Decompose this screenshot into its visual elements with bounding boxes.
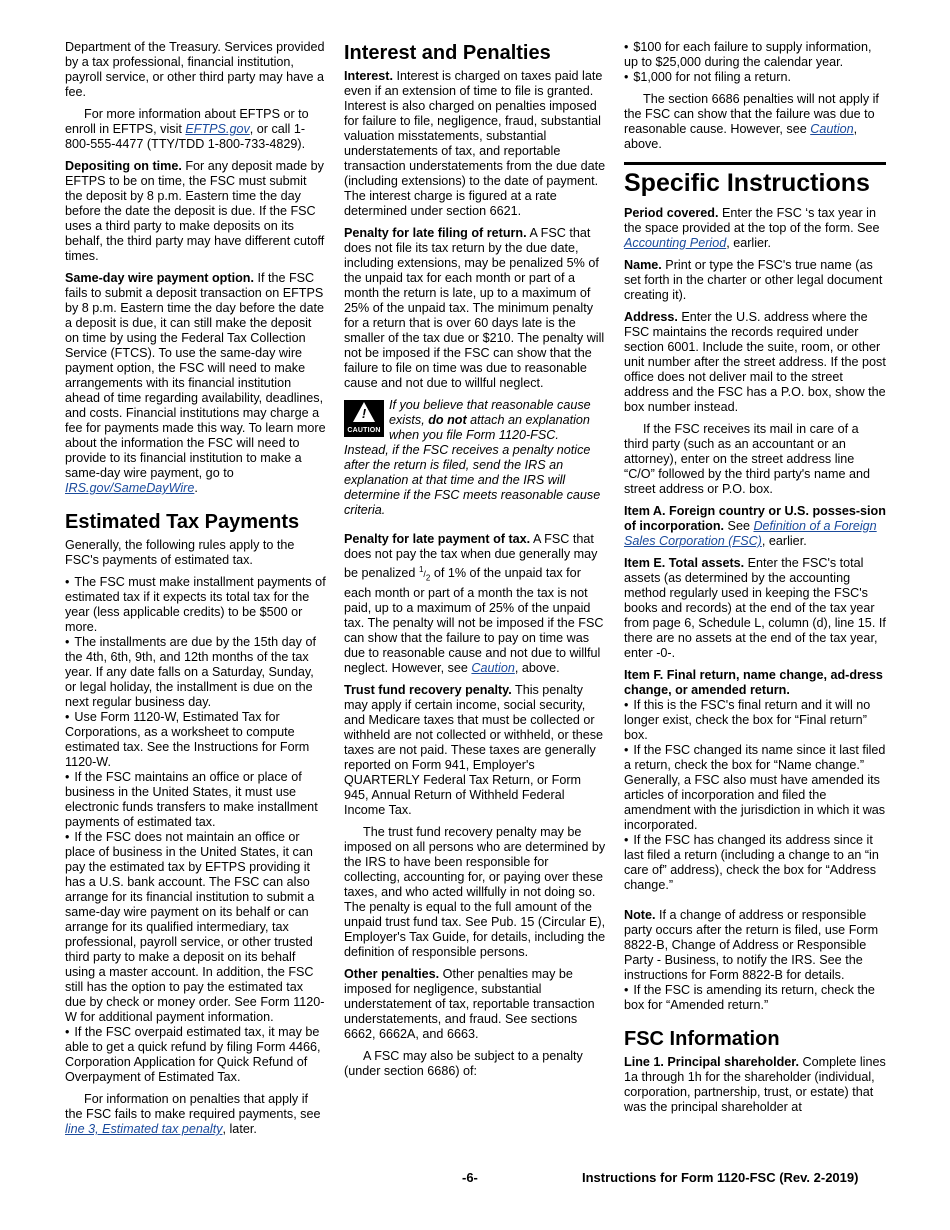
document-title: Instructions for Form 1120-FSC (Rev. 2-2019) (582, 1170, 859, 1185)
trust-fund-paragraph: Trust fund recovery penalty. This penalty may apply if certain income, social security, and Medicare taxes that must be collected or withheld are not collected or withheld, or these taxes are not paid. These taxes are generally reported on Form 941, Employer's QUARTERLY Federal Tax Return, or Form 945, Annual Return of Withheld Federal Income Tax. (344, 682, 604, 817)
list-item: • If the FSC has changed its address since it last filed a return (including a change to an “in care of” address), check the box for “Address change.” (624, 833, 886, 893)
caution-icon: ! CAUTION (344, 400, 384, 437)
item-f-list (624, 698, 886, 893)
list-item: • $100 for each failure to supply information, up to $25,000 during the calendar year. (624, 40, 886, 70)
section-6686-reasonable-cause: The section 6686 penalties will not apply if the FSC can show that the failure was due to reasonable cause. However, see Caution, above. (624, 92, 879, 151)
list-item: • If this is the FSC's final return and it will no longer exist, check the box for “Final return” box. (624, 698, 886, 743)
eftps-link[interactable]: EFTPS.gov (185, 122, 250, 136)
interest-paragraph: Interest. Interest is charged on taxes paid late even if an extension of time to file is granted. Interest is also charged on penalties imposed for failure to file, negligence, fraud, substantial valuation misstatements, substantial understatements of tax, and reportable transaction understatements from the due date (including extensions) to the date of payment. The interest charge is figured at a rate determined under section 6621. (344, 69, 606, 218)
fsc-information-heading: FSC Information (624, 1028, 780, 1050)
list-item: • Use Form 1120-W, Estimated Tax for Corporations, as a worksheet to compute estimated tax. See the Instructions for Form 1120-W. (65, 710, 327, 770)
item-a-paragraph: Item A. Foreign country or U.S. posses-sion of incorporation. See Definition of a Foreign Sales Corporation (FSC), earlier. (624, 504, 886, 548)
list-item: • The FSC must make installment payments of estimated tax if it expects its total tax for the year (less applicable credits) to be $500 or more. (65, 575, 327, 635)
other-penalties-paragraph: Other penalties. Other penalties may be imposed for negligence, substantial understatement of tax, reportable transaction understatements, and fraud. See sections 6662, 6662A, and 6663. (344, 966, 595, 1041)
note-paragraph: Note. If a change of address or responsible party occurs after the return is filed, use Form 8822-B, Change of Address or Responsible Party - Business, to notify the IRS. See the instructions for Form 8822-B for details. (624, 908, 879, 982)
period-covered-paragraph: Period covered. Enter the FSC ‘s tax year in the space provided at the top of the form. See Accounting Period, earlier. (624, 206, 880, 250)
estimated-tax-list (65, 575, 327, 1085)
late-payment-paragraph: Penalty for late payment of tax. A FSC that does not pay the tax when due generally may be penalized $^1/_2$ of 1% of the unpaid tax for each month or part of a month the tax is not paid, up to a maximum of 25% of the unpaid tax. The penalty will not be imposed if the FSC can show that the failure to pay on time was due to reasonable cause and not due to willful neglect. However, see Caution, above. (344, 532, 604, 675)
eftps-fee-paragraph: Department of the Treasury. Services provided by a tax professional, financial institution, payroll service, or other third party may have a fee. (65, 40, 325, 99)
item-e-paragraph: Item E. Total assets. Enter the FSC's total assets (as determined by the accounting method regularly used in keeping the FSC's books and records) at the end of the tax year from page 6, Schedule L, column (d), line 15. If there are no assets at the end of the tax year, enter -0-. (624, 556, 886, 660)
caution-link[interactable]: Caution (471, 660, 515, 675)
specific-instructions-heading: Specific Instructions (624, 162, 886, 198)
column-middle (344, 40, 606, 1086)
list-item: • If the FSC maintains an office or place of business in the United States, it must use electronic funds transfers to make installment payments of estimated tax. (65, 770, 327, 830)
interest-penalties-heading: Interest and Penalties (344, 42, 551, 64)
estimated-tax-intro: Generally, the following rules apply to the FSC's payments of estimated tax. (65, 538, 295, 567)
same-day-wire-paragraph: Same-day wire payment option. If the FSC fails to submit a deposit transaction on EFTPS by 8 p.m. Eastern time the day before the date a deposit is due, it can still make the deposit on time by using the Federal Tax Collection Service (FTCS). To use the same-day wire payment option, the FSC will need to make arrangements with its financial institution ahead of time regarding availability, deadlines, and costs. Financial institutions may charge a fee for payments made this way. To learn more about the information the FSC will need to provide to its financial institution to make a same-day wire payment, go to IRS.gov/SameDayWire. (65, 271, 326, 495)
section-6686-paragraph: A FSC may also be subject to a penalty (under section 6686) of: (344, 1048, 583, 1078)
name-paragraph: Name. Print or type the FSC's true name (as set forth in the charter or other legal document creating it). (624, 258, 883, 302)
fsc-definition-link[interactable]: Definition of a Foreign Sales Corporation (FSC) (624, 519, 877, 548)
item-f-heading: Item F. Final return, name change, ad-dress change, or amended return. (624, 668, 883, 697)
accounting-period-link[interactable]: Accounting Period (624, 236, 727, 250)
column-left (65, 40, 327, 1144)
caution-note: ! CAUTION If you believe that reasonable cause exists, do not attach an explanation when you file Form 1120-FSC. Instead, if the FSC receives a penalty notice after the return is filed, send the IRS an explanation at that time and the IRS will determine if the FSC meets reasonable cause criteria. (344, 398, 601, 517)
penalties-info-paragraph: For information on penalties that apply if the FSC fails to make required payments, see line 3, Estimated tax penalty, later. (65, 1092, 321, 1136)
column-right (624, 40, 886, 1122)
estimated-tax-heading: Estimated Tax Payments (65, 511, 300, 533)
trust-fund-paragraph-2: The trust fund recovery penalty may be imposed on all persons who are determined by the IRS to have been responsible for collecting, accounting for, or paying over these taxes, and who acted willfully in not doing so. The penalty is equal to the full amount of the unpaid trust fund tax. See Pub. 15 (Circular E), Employer's Tax Guide, for details, including the definition of responsible persons. (344, 824, 606, 959)
list-item: • If the FSC does not maintain an office or place of business in the United States, it can pay the estimated tax by EFTPS providing it has a U.S. bank account. The FSC can also arrange for its financial institution to submit a same-day wire payment on its behalf or can arrange for its qualified intermediary, tax professional, payroll service, or other trusted third party to make a deposit on its behalf using a master account. In addition, the FSC still has the option to pay the estimated tax due by check or money order. See Form 1120-W for additional payment information. (65, 830, 327, 1025)
list-item: • The installments are due by the 15th day of the 4th, 6th, 9th, and 12th months of the tax year. If any date falls on a Saturday, Sunday, or legal holiday, the installment is due on the next regular business day. (65, 635, 327, 710)
list-item: • If the FSC changed its name since it last filed a return, check the box for “Name change.” Generally, a FSC also must have amended its articles of incorporation and filed the amendment with the jurisdiction in which it was incorporated. (624, 743, 886, 833)
same-day-wire-link[interactable]: IRS.gov/SameDayWire (65, 481, 195, 495)
depositing-on-time-paragraph: Depositing on time. For any deposit made by EFTPS to be on time, the FSC must submit the deposit by 8 p.m. Eastern time the day before the date the deposit is due. If the FSC uses a third party to make deposits on its behalf, the third party may have different cutoff times. (65, 159, 325, 263)
address-care-of-paragraph: If the FSC receives its mail in care of a third party (such as an accountant or an attorney), enter on the street address line “C/O” followed by the third party's name and street address or P.O. box. (624, 422, 870, 496)
penalty-list (624, 40, 886, 85)
estimated-tax-penalty-link[interactable]: line 3, Estimated tax penalty (65, 1122, 223, 1136)
list-item: • $1,000 for not filing a return. (624, 70, 886, 85)
caution-link[interactable]: Caution (810, 122, 854, 136)
eftps-enroll-paragraph: For more information about EFTPS or to enroll in EFTPS, visit EFTPS.gov, or call 1-800-555-4477 (TTY/TDD 1-800-733-4829). (65, 107, 309, 151)
line-1-paragraph: Line 1. Principal shareholder. Complete lines 1a through 1h for the shareholder (individual, corporation, partnership, trust, or estate) that was the principal shareholder at (624, 1055, 886, 1114)
page-number: -6- (462, 1170, 478, 1185)
amended-list (624, 983, 886, 1013)
late-filing-paragraph: Penalty for late filing of return. A FSC that does not file its tax return by the due date, including extensions, may be penalized 5% of the unpaid tax for each month or part of a month the return is late, up to a maximum of 25% of the unpaid tax. The minimum penalty for a return that is over 60 days late is the smaller of the tax due or $210. The penalty will not be imposed if the FSC can show that the failure to file on time was due to reasonable cause and not due to willful neglect. (344, 226, 605, 390)
list-item: • If the FSC overpaid estimated tax, it may be able to get a quick refund by filing Form 4466, Corporation Application for Quick Refund of Overpayment of Estimated Tax. (65, 1025, 327, 1085)
address-paragraph: Address. Enter the U.S. address where the FSC maintains the records required under section 6001. Include the suite, room, or other unit number after the street address. If the post office does not deliver mail to the street address and the FSC has a P.O. box, show the box number instead. (624, 310, 886, 414)
list-item: • If the FSC is amending its return, check the box for “Amended return.” (624, 983, 886, 1013)
